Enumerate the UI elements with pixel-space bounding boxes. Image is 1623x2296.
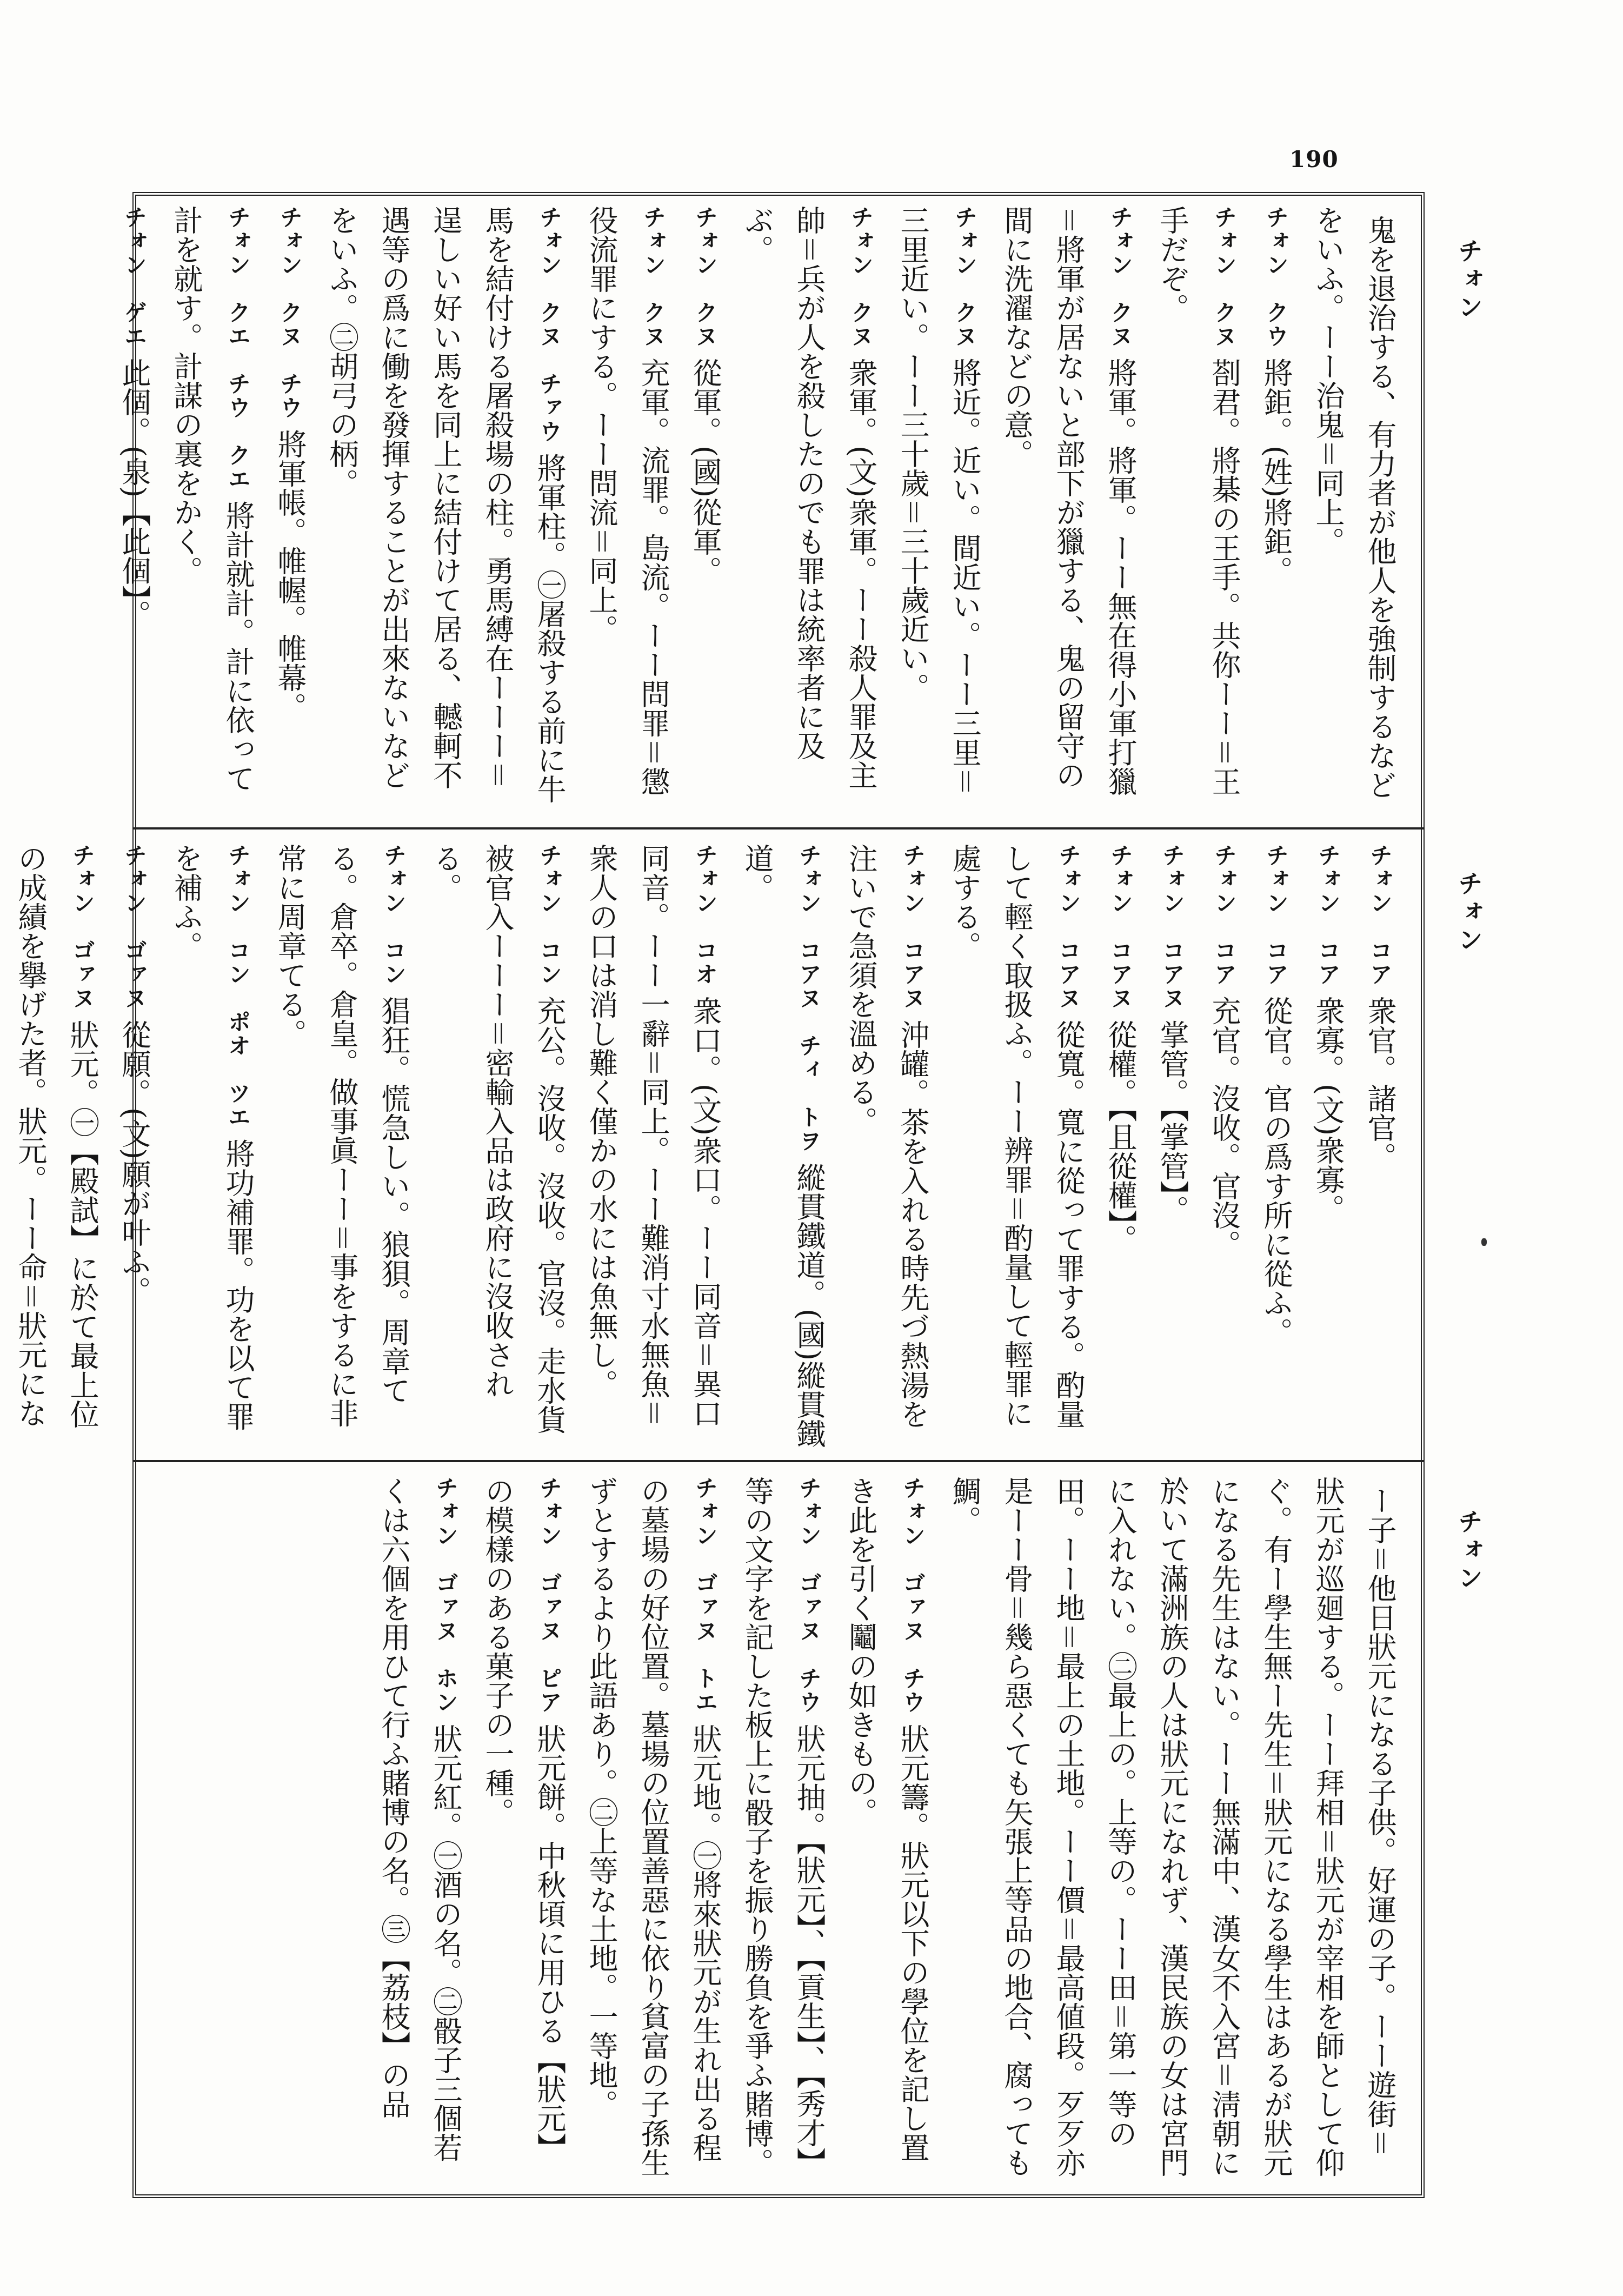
dictionary-entry [731, 844, 835, 1449]
dictionary-entry [160, 205, 264, 817]
entry-headword: チォン コン [381, 844, 407, 986]
entry-definition: 狀元籌。狀元以下の學位を記し置き此を引く鬮の如きもの。 [844, 1476, 930, 2162]
running-head: チォン [1454, 1509, 1484, 1593]
entry-definition: 此個。(泉)【此個】。 [117, 358, 151, 629]
band-divider [132, 1460, 1425, 1462]
dictionary-entry [1302, 205, 1406, 817]
entry-definition: 衆官。諸官。 [1363, 996, 1397, 1171]
dictionary-band-top [117, 205, 1406, 817]
entry-definition: 狀元抽。【狀元】、【貢生】、【秀才】等の文字を記した板上に骰子を振り勝負を爭ふ賭博。 [740, 1476, 826, 2177]
entry-headword: チォン クヌ [1211, 205, 1238, 348]
entry-headword: チォン クヌ [640, 205, 667, 348]
entry-definition: 將軍。將軍。ーー無在得小軍打獵＝將軍が居ないと部下が獵する、鬼の留守の間に洗濯などの意。 [1000, 205, 1138, 796]
entry-headword: チォン コア [1263, 844, 1289, 986]
entry-definition: 從寬。寬に從って罪する。酌量して輕く取扱ふ。ーー辨罪＝酌量して輕罪に處する。 [948, 844, 1086, 1429]
dictionary-entry [264, 844, 420, 1449]
entry-definition: 將軍帳。帷幄。帷幕。 [273, 429, 307, 721]
entry-headword: チォン クヌ チァウ [536, 205, 563, 443]
dictionary-entry [575, 844, 731, 1449]
dictionary-entry [1146, 205, 1250, 817]
dictionary-entry [990, 205, 1146, 817]
entry-definition: 鬼を退治する、有力者が他人を強制するなどをいふ。ーー治鬼＝同上。 [1311, 205, 1397, 799]
entry-definition: 將計就計。計に依って計を就す。計謀の裏をかく。 [169, 205, 255, 793]
entry-headword: チォン コアヌ チィ トヲ [796, 844, 822, 1153]
entry-headword: チォン クヌ [1107, 205, 1134, 348]
dictionary-entry [108, 844, 160, 1449]
dictionary-entry [160, 844, 264, 1449]
entry-headword: チォン コン [536, 844, 563, 986]
dictionary-entry [0, 844, 108, 1449]
entry-definition: 衆寡。(文)衆寡。 [1311, 996, 1345, 1224]
entry-definition: 將軍柱。㊀屠殺する前に牛馬を結付ける屠殺場の柱。勇馬縛在ーーー＝逞しい好い馬を同上に結付けて居る、轗軻不遇等の爲に働を發揮することが出來ないなどをいふ。㊁胡弓の柄。 [325, 205, 567, 804]
entry-headword: チォン コア [1211, 844, 1238, 986]
dictionary-entry [575, 205, 679, 817]
dictionary-entry [939, 844, 1094, 1449]
dictionary-entry [420, 844, 575, 1449]
entry-headword: チォン コン ポオ ツエ [225, 844, 251, 1129]
dictionary-entry [835, 1476, 939, 2185]
entry-headword: チォン ゴァヌ チウ [796, 1476, 822, 1714]
entry-definition: 衆軍。(文)衆軍。ーー殺人罪及主帥＝兵が人を殺したのでも罪は統率者に及ぶ。 [740, 205, 878, 790]
dictionary-entry [1198, 844, 1250, 1449]
entry-definition: ー子＝他日狀元になる子供。好運の子。ーー遊街＝狀元が巡廻する。ーー拜相＝狀元が宰相を師として仰ぐ。有ー學生無ー先生＝狀元になる學生はあるが狀元になる先生はない。ーー無滿中、漢女不入宮＝淸朝に於いて滿洲族の人は狀元になれず、漢民族の女は宮門に入れない。㊁最上の。上等の。ーー田＝第一等の田。ーー地＝最上の土地。ーー價＝最高値段。歹歹亦是ーー骨＝幾ら惡くても矢張上等品の地合、腐っても鯛。 [948, 1476, 1397, 2177]
entry-headword: チォン ゴァヌ チウ [900, 1476, 926, 1714]
entry-headword: チォン コアヌ [1055, 844, 1082, 1010]
entry-definition: 從軍。(國)從軍。 [688, 358, 722, 586]
dictionary-entry [368, 1476, 471, 2185]
entry-headword: チォン クヌ [692, 205, 719, 348]
band-divider [132, 827, 1425, 830]
entry-headword: チォン クヌ チウ [277, 205, 303, 420]
page-number: 190 [1289, 146, 1339, 172]
dictionary-band-bottom [157, 1476, 1406, 2185]
entry-definition: 掌管。【掌管】。 [1155, 1020, 1189, 1224]
print-speck [1481, 1238, 1487, 1246]
dictionary-entry [1250, 844, 1302, 1449]
entry-definition: 狀元餅。中秋頃に用ひる【狀元】の模樣のある菓子の一種。 [481, 1476, 567, 2162]
entry-headword: チォン クヌ [848, 205, 874, 348]
dictionary-band-middle [14, 844, 1406, 1449]
dictionary-entry [108, 205, 160, 817]
entry-definition: 從官。官の爲す所に從ふ。 [1259, 996, 1293, 1346]
dictionary-entry [939, 1476, 1406, 2185]
entry-headword: チォン コオ [692, 844, 719, 986]
entry-definition: 將功補罪。功を以て罪を補ふ。 [169, 844, 255, 1431]
entry-headword: チォン ゴァヌ ホン [433, 1476, 459, 1714]
entry-headword: チォン コアヌ [1107, 844, 1134, 1010]
entry-definition: 充公。沒收。沒收。官沒。走水貨被官入ーーー＝密輸入品は政府に沒收される。 [429, 844, 567, 1434]
entry-definition: 將鉅。(姓)將鉅。 [1259, 358, 1293, 586]
running-head: チォン [1454, 871, 1484, 955]
dictionary-entry [731, 205, 887, 817]
entry-headword: チォン コアヌ [1159, 844, 1186, 1010]
dictionary-entry [316, 205, 575, 817]
entry-definition: 縱貫鐵道。(國)縱貫鐵道。 [740, 844, 826, 1449]
entry-definition: 沖罐。茶を入れる時先づ熱湯を注いで急須を溫める。 [844, 844, 930, 1429]
entry-definition: 充官。沒收。官沒。 [1207, 996, 1241, 1259]
entry-headword: チォン クエ チウ クエ [225, 205, 251, 491]
entry-headword: チォン ゴァヌ トエ [692, 1476, 719, 1714]
dictionary-entry [1354, 844, 1406, 1449]
entry-headword: チォン クウ [1263, 205, 1289, 348]
dictionary-entry [471, 1476, 575, 2185]
entry-headword: チォン コア [1315, 844, 1341, 986]
dictionary-entry [887, 205, 990, 817]
entry-definition: 猖狂。慌急しい。狼狽。周章てる。倉卒。倉皇。做事眞ーー＝事をするに非常に周章てる。 [273, 844, 411, 1428]
entry-definition: 剳君。將棊の王手。共你ーー＝王手だぞ。 [1155, 205, 1241, 796]
dictionary-entry [1302, 844, 1354, 1449]
dictionary-entry [1146, 844, 1198, 1449]
running-head: チォン [1454, 238, 1484, 322]
entry-headword: チォン コアヌ [900, 844, 926, 1010]
entry-definition: 狀元紅。㊀酒の名。㊁骰子三個若くは六個を用ひて行ふ賭博の名。㊂【荔枝】の品 [377, 1476, 463, 2162]
entry-headword: チォン ゴァヌ [69, 844, 96, 1010]
dictionary-entry [679, 205, 731, 817]
dictionary-entry [835, 844, 939, 1449]
dictionary-entry [1094, 844, 1146, 1449]
dictionary-entry [731, 1476, 835, 2185]
dictionary-entry [575, 1476, 731, 2185]
entry-definition: 充軍。流罪。島流。ーー問罪＝懲役流罪にする。ーー問流＝同上。 [584, 205, 670, 796]
dictionary-entry [264, 205, 316, 817]
entry-definition: 狀元地。㊀將來狀元が生れ出る程の墓場の好位置。墓場の位置善惡に依り貧富の子孫生ずとするより此語あり。㊁上等な土地。一等地。 [584, 1476, 722, 2177]
entry-definition: 從願。(文)願が叶ふ。 [117, 1020, 151, 1306]
entry-definition: 從權。【且從權】。 [1103, 1020, 1138, 1253]
entry-headword: チォン クヌ [952, 205, 978, 348]
entry-headword: チォン ゲエ [121, 205, 148, 348]
dictionary-entry [1250, 205, 1302, 817]
entry-definition: 將近。近い。間近い。ーー三里＝三里近い。ーー三十歲＝三十歲近い。 [896, 205, 982, 796]
entry-headword: チォン コア [1367, 844, 1393, 986]
entry-definition: 狀元。㊀【殿試】に於て最上位の成績を擧げた者。狀元。ーー命＝狀元にな [14, 844, 99, 1429]
entry-definition: 衆口。(文)衆口。ーー同音＝異口同音。ーー一辭＝同上。ーー難消寸水無魚＝衆人の口は消し難く僅かの水には魚無し。 [584, 844, 722, 1428]
entry-headword: チォン ゴァヌ [121, 844, 148, 1010]
entry-headword: チォン ゴァヌ ピア [536, 1476, 563, 1714]
